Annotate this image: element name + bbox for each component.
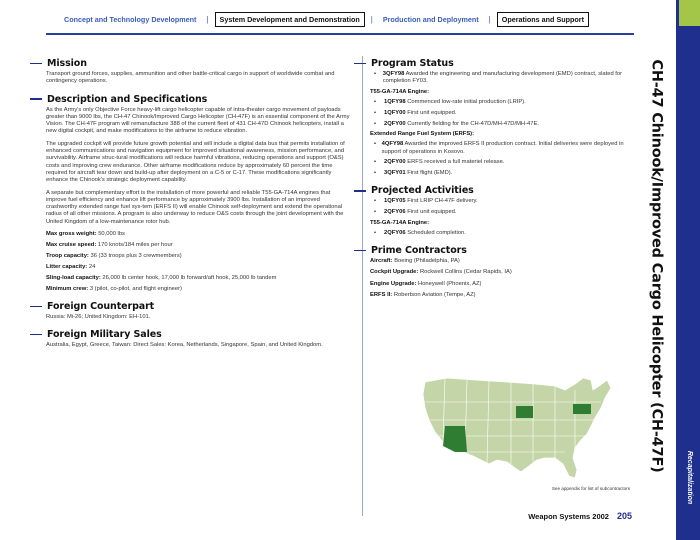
heading-marker (30, 306, 42, 308)
description-paragraph: The upgraded cockpit will provide future growth potential and will include a digital data bus that permits installation of enhanced communications and navigation equipment for improved situational awareness, mission performance, and survivability. Airframe struc-tural modifications will reduce harmful vibrations, reducing operations and support (O&S) costs and improving crew endurance. Other airframe modifications reduce by approximately 60 percent the time required for aircraft tear down and build-up after deployment on a C-5 or C-17. These modifications significantly enhance the Chinook's strategic deployment capability. (46, 140, 345, 184)
spec-row: Max cruise speed: 170 knots/184 miles per hour (46, 241, 173, 248)
heading-marker (354, 250, 366, 252)
description-paragraph: A separate but complementary effort is the installation of more powerful and reliable T55-GA-714A engines that improve fuel efficiency and enhance lift performance by approximately 3900 lbs. Installation of an improved crashworthy extended range fuel sys-tem (ERFS II) will enable Chinook self-deployment and extend the operational radius of all other missions. A program is also underway to reduce O&S costs through the joint development with the United Kingdom of a low-maintenance rotor hub. (46, 189, 344, 225)
foreign-military-sales-section (46, 329, 352, 349)
top-rule (46, 33, 634, 35)
page-title: CH-47 Chinook/Improved Cargo Helicopter (CH-47F) (649, 59, 666, 473)
engine-subhead: T55-GA-714A Engine: (370, 219, 430, 226)
map-note: See appendix for list of subcontractors (551, 486, 630, 491)
foreign-military-sales-text: Australia, Egypt, Greece, Taiwan: Direct Sales: Korea, Netherlands, Singapore, Spain, and United Kingdom. (46, 342, 323, 349)
contractor-row: Engine Upgrade: Honeywell (Phoenix, AZ) (370, 280, 482, 287)
status-item: • 2QFY00 ERFS received a full materiel release. (374, 159, 505, 166)
spec-row: Troop capacity: 36 (33 troops plus 3 crewmembers) (46, 252, 182, 259)
status-item: • 4QFY98 Awarded the improved ERFS II production contract. Initial deliveries were deployed in support of operations in Kosovo. (374, 141, 624, 155)
us-map-graphic (415, 368, 615, 488)
column-divider (362, 56, 363, 516)
contractor-row: Aircraft: Boeing (Philadelphia, PA) (370, 258, 460, 265)
heading-marker (354, 63, 366, 65)
band-label-wrap (679, 420, 700, 535)
heading-marker (354, 190, 366, 192)
mission-heading: Mission (47, 58, 87, 69)
description-heading: Description and Specifications (47, 93, 208, 105)
description-section (46, 94, 352, 293)
status-item: • 1QFY05 First LRIP CH-47F delivery. (374, 198, 478, 205)
foreign-counterpart-heading: Foreign Counterpart (47, 300, 155, 312)
mission-text: Transport ground forces, supplies, ammunition and other battle-critical cargo in support of worldwide combat and contingency operations. (46, 71, 335, 85)
status-item: • 2QFY06 Scheduled completion. (374, 229, 466, 236)
page-number: 205 (616, 511, 632, 521)
phase-system-development: System Development and Demonstration (215, 12, 365, 27)
projected-activities-section (370, 185, 632, 237)
phase-concept: Concept and Technology Development (64, 14, 197, 24)
description-paragraph: As the Army's only Objective Force heavy-lift cargo helicopter capable of intra-theater cargo movement of payloads greater than 9000 lbs, the CH-47 Chinook/Improved Cargo Helicopter (CH-47F) is an essential component of the Army Vision. The CH-47F program will remanufacture 388 of the current fleet of 431 CH-47D Chinook helicopters, install a new digital cockpit, and make modifications to the airframe to reduce vibration. (46, 106, 350, 135)
projected-activities-heading: Projected Activities (371, 185, 474, 197)
highlight-iowa (516, 406, 533, 418)
highlight-pennsylvania (573, 404, 591, 414)
us-map (415, 368, 615, 488)
page-footer (420, 511, 632, 521)
status-item: • 3QFY01 First flight (EMD). (374, 170, 453, 177)
status-item: • 2QFY06 First unit equipped. (374, 209, 457, 216)
right-column (370, 58, 632, 307)
status-item: • 1QFY00 First unit equipped. (374, 109, 457, 116)
phase-nav: Concept and Technology Development | System Development and Demonstration | Production and Deployment | Operations and Support (60, 10, 640, 28)
status-item: • 2QFY00 Currently fielding for the CH-47D/MH-47D/MH-47E. (374, 120, 539, 127)
prime-contractors-section (370, 245, 632, 299)
program-status-section (370, 58, 632, 177)
heading-marker (30, 334, 42, 336)
engine-subhead: T55-GA-714A Engine: (370, 89, 430, 95)
heading-marker (30, 63, 42, 65)
left-column (46, 58, 352, 357)
foreign-counterpart-text: Russia: Mi-26; United Kingdom: EH-101. (46, 313, 151, 320)
status-item: • 3QFY98 Awarded the engineering and manufacturing development (EMD) contract, slated for completion FY03. (374, 71, 623, 85)
phase-production: Production and Deployment (382, 14, 479, 24)
contractor-row: ERFS II: Robertson Aviation (Tempe, AZ) (370, 291, 476, 298)
foreign-counterpart-section (46, 301, 352, 321)
highlight-arizona (443, 426, 467, 452)
section-label: Recapitalization (686, 450, 694, 505)
program-status-heading: Program Status (371, 58, 454, 69)
foreign-military-sales-heading: Foreign Military Sales (47, 329, 162, 341)
side-title-wrap (640, 26, 674, 506)
spec-row: Max gross weight: 50,000 lbs (46, 231, 125, 238)
heading-marker (30, 98, 42, 100)
mission-section (46, 58, 352, 86)
erfs-subhead: Extended Range Fuel System (ERFS): (370, 131, 475, 138)
spec-row: Litter capacity: 24 (46, 263, 96, 270)
status-item: • 1QFY98 Commenced low-rate initial production (LRIP). (374, 99, 526, 105)
footer-title: Weapon Systems 2002 (528, 512, 609, 521)
spec-row: Sling-load capacity: 26,000 lb center hook, 17,000 lb forward/aft hook, 25,000 lb tandem (46, 274, 277, 281)
spec-row: Minimum crew: 3 (pilot, co-pilot, and flight engineer) (46, 285, 182, 292)
green-tab (679, 0, 700, 26)
contractor-row: Cockpit Upgrade: Rockwell Collins (Cedar Rapids, IA) (370, 269, 512, 276)
prime-contractors-heading: Prime Contractors (371, 245, 467, 257)
phase-operations: Operations and Support (497, 12, 589, 27)
